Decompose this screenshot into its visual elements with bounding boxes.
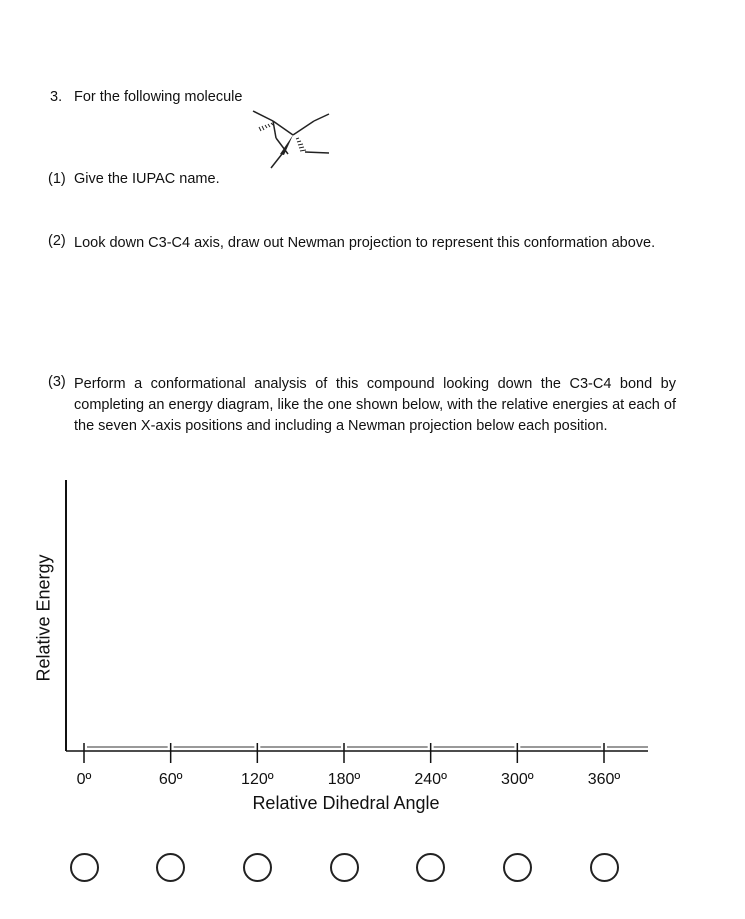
newman-projection-circle xyxy=(590,853,619,882)
newman-projection-circle xyxy=(243,853,272,882)
x-axis xyxy=(66,743,648,763)
x-tick-label: 0º xyxy=(76,771,92,788)
x-tick-label: 240º xyxy=(414,771,447,788)
x-tick-label: 300º xyxy=(501,771,534,788)
newman-projection-circle xyxy=(503,853,532,882)
part-1-label: (1) xyxy=(48,171,66,187)
part-2-label: (2) xyxy=(48,233,66,249)
x-tick-label: 60º xyxy=(158,771,183,788)
part-3-label: (3) xyxy=(48,374,66,390)
question-prompt: For the following molecule xyxy=(74,89,243,105)
x-tick-label: 180º xyxy=(327,771,361,788)
y-axis-title: Relative Energy xyxy=(33,554,54,682)
newman-projection-circle xyxy=(330,853,359,882)
x-tick-label: 120º xyxy=(241,771,274,788)
newman-projection-circle xyxy=(156,853,185,882)
x-axis-title: Relative Dihedral Angle xyxy=(252,793,440,813)
x-tick-label: 360º xyxy=(587,771,621,788)
newman-projection-circle xyxy=(416,853,445,882)
part-3-text: Perform a conformational analysis of this compound looking down the C3-C4 bond by completing an energy diagram, like the one shown below, with the relative energies at each of the seven X-axis positions and including a Newman projection below each position. xyxy=(74,376,676,434)
newman-projection-circle xyxy=(70,853,99,882)
part-1-text: Give the IUPAC name. xyxy=(74,171,220,187)
part-2-text: Look down C3-C4 axis, draw out Newman projection to represent this conformation above. xyxy=(74,235,656,251)
question-number: 3. xyxy=(50,89,63,105)
